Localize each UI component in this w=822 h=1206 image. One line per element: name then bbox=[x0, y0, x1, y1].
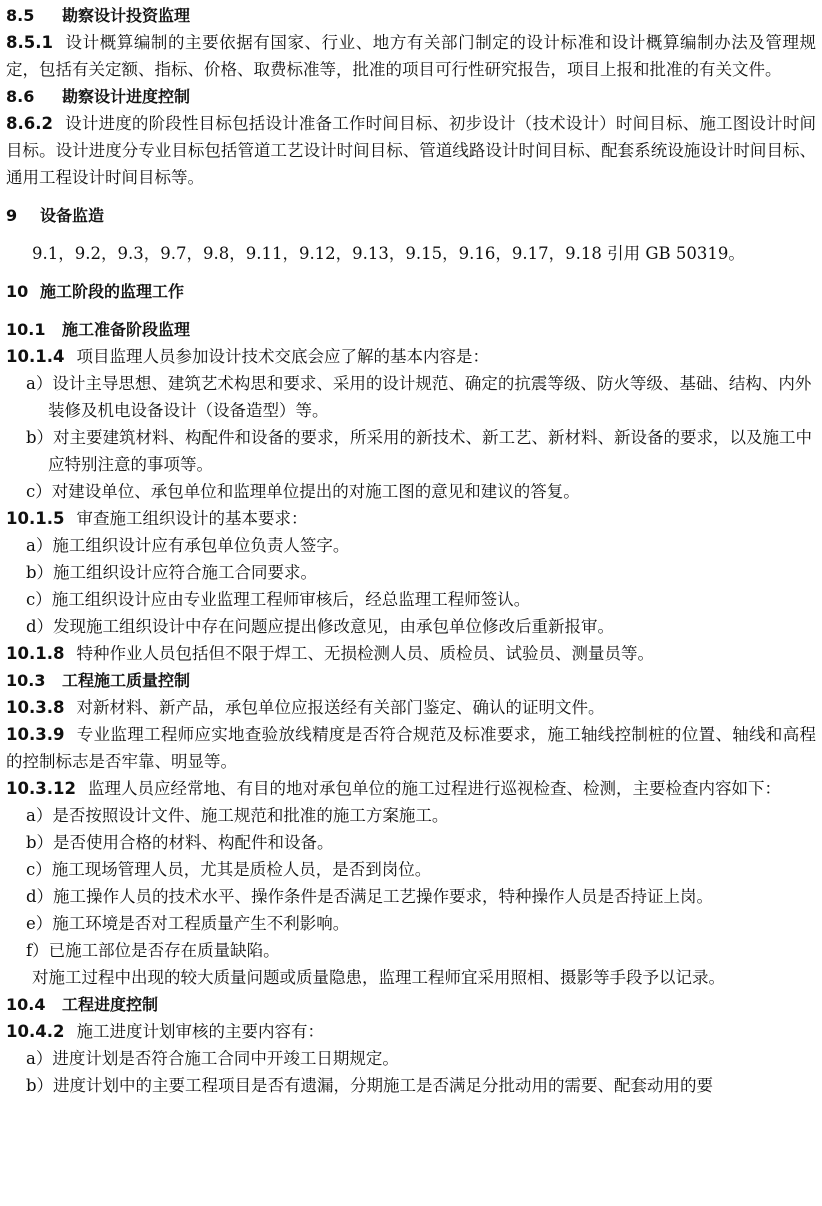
list-item: b）是否使用合格的材料、构配件和设备。 bbox=[26, 833, 334, 852]
paragraph bbox=[6, 505, 816, 532]
clause-number: 10.3.8 bbox=[6, 698, 65, 717]
section-number: 8.5 bbox=[6, 6, 35, 25]
clause-text: 施工进度计划审核的主要内容有： bbox=[76, 1022, 324, 1041]
paragraph bbox=[6, 110, 816, 191]
clause-text: 审查施工组织设计的基本要求： bbox=[76, 509, 308, 528]
clause-text: 设计概算编制的主要依据有国家、行业、地方有关部门制定的设计标准和设计概算编制办法及管理规定，包括有关定额、指标、价格、取费标准等，批准的项目可行性研究报告，项目上报和批准的有关文件。 bbox=[6, 33, 816, 79]
section-title: 勘察设计进度控制 bbox=[62, 87, 191, 106]
list-item: d）发现施工组织设计中存在问题应提出修改意见，由承包单位修改后重新报审。 bbox=[26, 617, 615, 636]
paragraph bbox=[6, 694, 816, 721]
paragraph bbox=[6, 343, 816, 370]
clause-text: 监理人员应经常地、有目的地对承包单位的施工过程进行巡视检查、检测，主要检查内容如下： bbox=[87, 779, 781, 798]
paragraph bbox=[6, 721, 816, 775]
list-item: c）施工现场管理人员，尤其是质检人员，是否到岗位。 bbox=[26, 860, 432, 879]
list-item: a）进度计划是否符合施工合同中开竣工日期规定。 bbox=[26, 1049, 399, 1068]
clause-number: 8.5.1 bbox=[6, 33, 53, 52]
chapter-number: 10 bbox=[6, 282, 29, 301]
clause-number: 10.1.4 bbox=[6, 347, 65, 366]
clause-number: 10.1.5 bbox=[6, 509, 65, 528]
section-number: 8.6 bbox=[6, 87, 35, 106]
paragraph bbox=[6, 1018, 816, 1045]
list-item: d）施工操作人员的技术水平、操作条件是否满足工艺操作要求，特种操作人员是否持证上岗。 bbox=[26, 887, 714, 906]
chapter-heading bbox=[6, 278, 816, 305]
list-item: b）进度计划中的主要工程项目是否有遗漏，分期施工是否满足分批动用的需要、配套动用的要 bbox=[26, 1076, 714, 1095]
paragraph bbox=[6, 775, 816, 802]
list-item: c）施工组织设计应由专业监理工程师审核后，经总监理工程师签认。 bbox=[26, 590, 531, 609]
chapter-title: 施工阶段的监理工作 bbox=[40, 282, 185, 301]
list-item: a）施工组织设计应有承包单位负责人签字。 bbox=[26, 536, 350, 555]
list-item: a）是否按照设计文件、施工规范和批准的施工方案施工。 bbox=[26, 806, 449, 825]
paragraph-note: 对施工过程中出现的较大质量问题或质量隐患，监理工程师宜采用照相、摄影等手段予以记录。 bbox=[32, 968, 725, 987]
clause-number: 10.1.8 bbox=[6, 644, 65, 663]
clause-number: 8.6.2 bbox=[6, 114, 53, 133]
section-heading bbox=[6, 991, 816, 1018]
paragraph bbox=[6, 640, 816, 667]
clause-text: 设计进度的阶段性目标包括设计准备工作时间目标、初步设计（技术设计）时间目标、施工图设计时间目标。设计进度分专业目标包括管道工艺设计时间目标、管道线路设计时间目标、配套系统设施设计时间目标、通用工程设计时间目标等。 bbox=[6, 114, 816, 187]
list-item: b）施工组织设计应符合施工合同要求。 bbox=[26, 563, 318, 582]
section-title: 工程施工质量控制 bbox=[62, 671, 191, 690]
clause-text: 专业监理工程师应实地查验放线精度是否符合规范及标准要求，施工轴线控制桩的位置、轴线和高程的控制标志是否牢靠、明显等。 bbox=[6, 725, 816, 771]
section-heading bbox=[6, 667, 816, 694]
clause-number: 10.4.2 bbox=[6, 1022, 65, 1041]
section-heading bbox=[6, 83, 816, 110]
section-title: 工程进度控制 bbox=[62, 995, 159, 1014]
list-item: a）设计主导思想、建筑艺术构思和要求、采用的设计规范、确定的抗震等级、防火等级、基础、结构、内外装修及机电设备设计（设备造型）等。 bbox=[26, 374, 812, 420]
list-item: c）对建设单位、承包单位和监理单位提出的对施工图的意见和建议的答复。 bbox=[26, 482, 580, 501]
clause-text: 项目监理人员参加设计技术交底会应了解的基本内容是： bbox=[76, 347, 489, 366]
section-number: 10.3 bbox=[6, 671, 46, 690]
chapter-title: 设备监造 bbox=[40, 206, 105, 225]
clause-number: 10.3.12 bbox=[6, 779, 76, 798]
paragraph bbox=[6, 29, 816, 83]
list-item: e）施工环境是否对工程质量产生不利影响。 bbox=[26, 914, 350, 933]
section-number: 10.4 bbox=[6, 995, 46, 1014]
reference-line: 9.1，9.2，9.3，9.7，9.8，9.11，9.12，9.13，9.15，9.16，9.17，9.18 引用 GB 50319。 bbox=[32, 244, 745, 263]
clause-text: 对新材料、新产品，承包单位应报送经有关部门鉴定、确认的证明文件。 bbox=[76, 698, 605, 717]
list-item: f）已施工部位是否存在质量缺陷。 bbox=[26, 941, 280, 960]
section-title: 勘察设计投资监理 bbox=[62, 6, 191, 25]
section-heading bbox=[6, 2, 816, 29]
clause-number: 10.3.9 bbox=[6, 725, 65, 744]
section-number: 10.1 bbox=[6, 320, 46, 339]
list-item: b）对主要建筑材料、构配件和设备的要求，所采用的新技术、新工艺、新材料、新设备的要求，以及施工中应特别注意的事项等。 bbox=[26, 428, 813, 474]
section-title: 施工准备阶段监理 bbox=[62, 320, 191, 339]
chapter-number: 9 bbox=[6, 206, 18, 225]
clause-text: 特种作业人员包括但不限于焊工、无损检测人员、质检员、试验员、测量员等。 bbox=[76, 644, 654, 663]
chapter-heading bbox=[6, 202, 816, 229]
section-heading bbox=[6, 316, 816, 343]
